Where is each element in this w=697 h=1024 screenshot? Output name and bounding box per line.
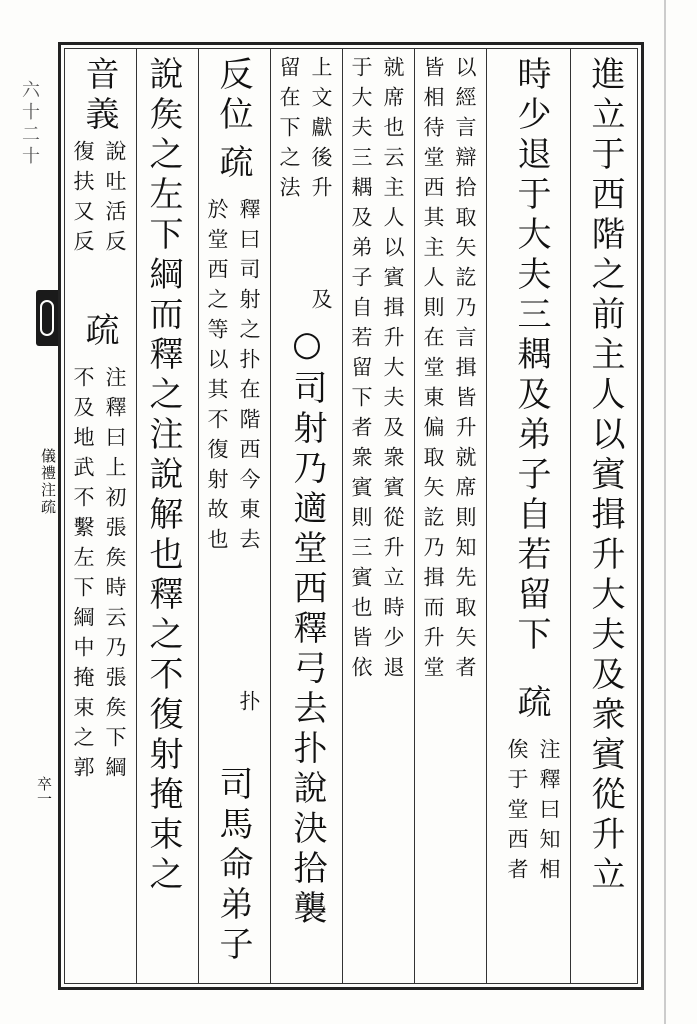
- commentary-right: 以經言辯拾取矢訖乃言揖皆升就席則知先取矢者: [453, 56, 477, 686]
- book-title: 儀禮注疏: [39, 448, 57, 516]
- margin-fragment: 六十二十: [19, 80, 40, 168]
- commentary-left: 俟于堂西者: [505, 738, 529, 888]
- commentary-right: 上文獻後升: [309, 56, 333, 206]
- fold-mark: [36, 290, 58, 346]
- commentary-left: 于大夫三耦及弟子自若留下者衆賓則三賓也皆依: [349, 56, 373, 686]
- text-column-7: [138, 52, 198, 980]
- shu-marker: 疏: [213, 144, 253, 184]
- text-column-4: [346, 52, 414, 980]
- column-rule: [136, 48, 137, 984]
- main-text: ○司射乃適堂西釋弓去扑說決拾襲: [287, 324, 327, 930]
- yinyi-marker: 音義: [79, 56, 119, 136]
- commentary-left: 於堂西之等以其不復射故也: [205, 198, 229, 558]
- main-text: 說矦之左下綱而釋之注說解也釋之不復射掩束之: [143, 56, 183, 896]
- pronunciation-right: 說吐活反: [103, 140, 127, 260]
- commentary-left: 留在下之法: [277, 56, 301, 206]
- main-text: 時少退于大夫三耦及弟子自若留下: [511, 56, 551, 656]
- commentary-right-end: 扑: [237, 690, 261, 720]
- main-text: 反位: [213, 56, 253, 136]
- text-column-2: [500, 52, 570, 980]
- main-text: 進立于西階之前主人以賓揖升大夫及衆賓從升立: [585, 56, 625, 896]
- shu-marker: 疏: [79, 312, 119, 352]
- text-column-1: [584, 52, 634, 980]
- commentary-right: 注釋曰知相: [537, 738, 561, 888]
- text-column-3: [418, 52, 486, 980]
- commentary-right: 就席也云主人以賓揖升大夫及衆賓從升立時少退: [381, 56, 405, 686]
- commentary-left: 皆相待堂西其主人則在堂東偏取矢訖乃揖而升堂: [421, 56, 445, 686]
- commentary-right-end: 及: [309, 288, 333, 318]
- column-rule: [570, 48, 571, 984]
- pronunciation-left: 復扶又反: [71, 140, 95, 260]
- main-text-continued: 司馬命弟子: [213, 766, 253, 966]
- text-column-6: [200, 52, 270, 980]
- page-number: 卒一: [35, 776, 53, 806]
- column-rule: [270, 48, 271, 984]
- column-rule: [486, 48, 487, 984]
- column-rule: [198, 48, 199, 984]
- page-edge: [664, 0, 666, 1024]
- text-column-5: [272, 52, 342, 980]
- commentary-left: 不及地武不繫左下綱中掩束之郭: [71, 366, 95, 786]
- commentary-right: 注釋曰上初張矦時云乃張矦下綱: [103, 366, 127, 786]
- commentary-right: 釋曰司射之扑在階西今東去: [237, 198, 261, 558]
- column-rule: [342, 48, 343, 984]
- shu-marker: 疏: [511, 684, 551, 724]
- column-rule: [414, 48, 415, 984]
- text-column-8: [66, 52, 136, 980]
